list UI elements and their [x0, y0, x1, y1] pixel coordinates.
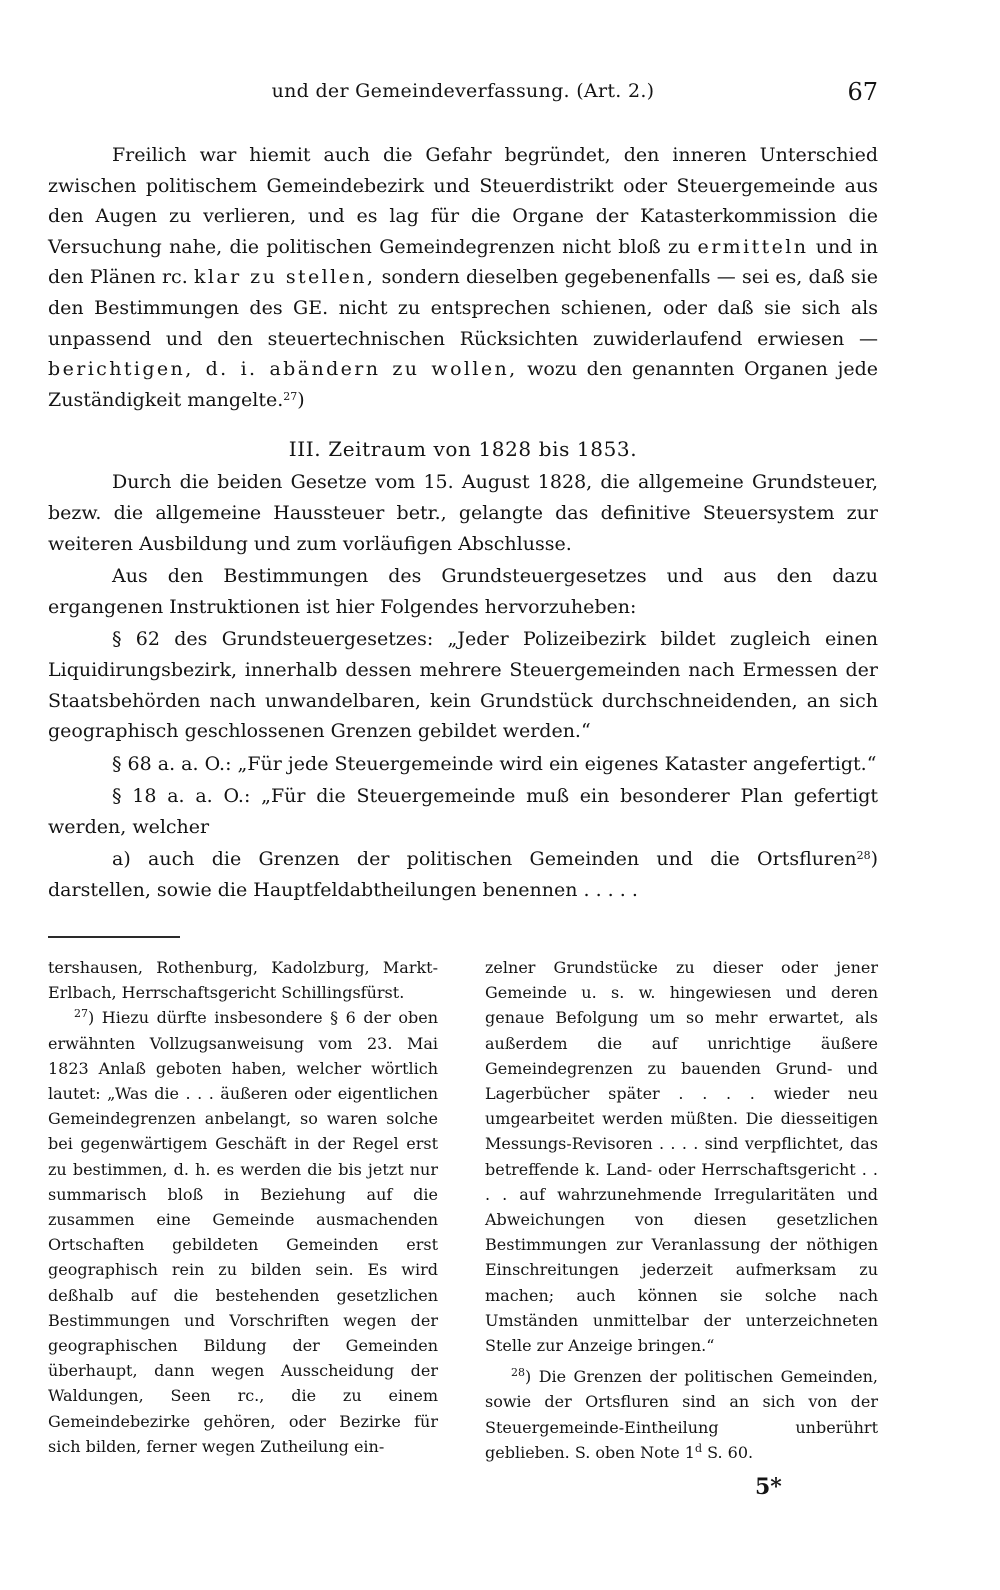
- paragraph-2: Durch die beiden Gesetze vom 15. August 1828, die allgemeine Grundsteuer, bezw. die allgemeine Haussteuer betr., gelangte das definitive Steuersystem zur weiteren Ausbildung und zum vorläufigen Abschlusse.: [48, 471, 878, 555]
- paragraph-1-text-a: Freilich war hiemit auch die Gefahr begründet, den inneren Unterschied zwischen politischem Gemeindebezirk und Steuerdistrikt oder Steuergemeinde aus den Augen zu verlieren, und es lag für die Organe der Katasterkommission die Versuchung nahe, die politischen Gemeindegrenzen nicht bloß zu: [48, 144, 878, 258]
- section-heading: III. Zeitraum von 1828 bis 1853.: [288, 437, 638, 462]
- footnote-27: [48, 1005, 438, 1459]
- footnote-28-text-b: S. 60.: [701, 1442, 754, 1462]
- footnote-27-mark: 27: [74, 1007, 88, 1021]
- paragraph-1: [48, 140, 878, 415]
- page-header: [48, 80, 878, 114]
- paragraph-6: § 18 a. a. O.: „Für die Steuergemeinde muß ein besonderer Plan gefertigt werden, welcher: [48, 785, 878, 838]
- footnote-28-text-a: ) Die Grenzen der politischen Gemeinden, sowie der Ortsfluren sind an sich von der Steuergemeinde-Eintheilung unberührt geblieben. S. oben Note 1: [485, 1367, 878, 1462]
- running-title: und der Gemeindeverfassung. (Art. 2.): [271, 80, 655, 102]
- paragraph-4: § 62 des Grundsteuergesetzes: „Jeder Polizeibezirk bildet zugleich einen Liquidirungsbezirk, innerhalb dessen mehrere Steuergemeinden nach Ermessen der Staatsbehörden nach unwandelbaren, kein Grundstück durchschneidenden, an sich geographisch geschlossenen Grenzen gebildet werden.“: [48, 628, 878, 743]
- spaced-term-klar: klar zu stellen,: [193, 266, 376, 289]
- signature-mark: 5*: [755, 1474, 782, 1500]
- footnote-28-mark: 28: [511, 1366, 525, 1380]
- footnote-27-text: ) Hiezu dürfte insbesondere § 6 der oben erwähnten Vollzugsanweisung vom 23. Mai 1823 Anlaß geboten haben, welcher wörtlich lautet: „Was die . . . äußeren oder eigentlichen Gemeindegrenzen anbelangt, so waren solche bei gegenwärtigem Geschäft in der Regel erst zu bestimmen, d. h. es werden die bis jetzt nur summarisch bloß in Beziehung auf die zusammen eine Gemeinde ausmachenden Ortschaften gebildeten Gemeinden erst geographisch rein zu bilden sein. Es wird deßhalb auf die bestehenden gesetzlichen Bestimmungen und Vorschriften wegen der geographischen Bildung der Gemeinden überhaupt, dann wegen Ausscheidung der Waldungen, Seen rc., die zu einem Gemeindebezirke gehören, oder Bezirke für sich bilden, ferner wegen Zutheilung ein-: [48, 1008, 438, 1456]
- paragraph-7-text-a: a) auch die Grenzen der politischen Gemeinden und die Ortsfluren: [112, 848, 857, 871]
- spaced-term-ermitteln: ermitteln: [697, 235, 809, 258]
- page-number: 67: [847, 78, 878, 106]
- footnote-column-left: [48, 955, 438, 1459]
- paragraph-1-text-b: und in den Plänen rc.: [48, 235, 878, 289]
- main-text: [48, 140, 878, 906]
- footnote-rule: [48, 936, 180, 938]
- paragraph-1-text-c: sondern dieselben gegebenenfalls — sei es, daß sie den Bestimmungen des GE. nicht zu entsprechen schienen, oder daß sie sich als unpassend und den steuertechnischen Rücksichten zuwiderlaufend erwiesen —: [48, 266, 878, 350]
- footnote-ref-27-paren: ): [297, 388, 305, 411]
- paragraph-5: § 68 a. a. O.: „Für jede Steuergemeinde wird ein eigenes Kataster angefertigt.“: [112, 752, 877, 775]
- paragraph-7: [48, 844, 878, 905]
- paragraph-7-text-b: ) darstellen, sowie die Hauptfeldabtheilungen benennen . . . . .: [48, 848, 878, 902]
- footnote-ref-27: 27: [283, 389, 298, 403]
- paragraph-1-text-d: wozu den genannten Organen jede Zuständigkeit mangelte.: [48, 358, 878, 411]
- footnote-28-sup: d: [694, 1441, 702, 1455]
- footnote-column-right: [485, 955, 878, 1465]
- paragraph-3: Aus den Bestimmungen des Grundsteuergesetzes und aus den dazu ergangenen Instruktionen ist hier Folgendes hervorzuheben:: [48, 565, 878, 618]
- footnote-continuation: tershausen, Rothenburg, Kadolzburg, Markt-Erlbach, Herrschaftsgericht Schillingsfürst.: [48, 958, 438, 1003]
- footnote-28: [485, 1364, 878, 1465]
- spaced-term-berichtigen: berichtigen, d. i. abändern zu wollen,: [48, 358, 518, 381]
- footnote-27-continuation: zelner Grundstücke zu dieser oder jener Gemeinde u. s. w. hingewiesen und deren genaue Befolgung um so mehr erwartet, als außerdem die auf unrichtige äußere Gemeindegrenzen zu bauenden Grund- und Lagerbücher später . . . . wieder neu umgearbeitet werden müßten. Die diesseitigen Messungs-Revisoren . . . . sind verpflichtet, das betreffende k. Land- oder Herrschaftsgericht . . . . auf wahrzunehmende Irregularitäten und Abweichungen von diesen gesetzlichen Bestimmungen zur Veranlassung der nöthigen Einschreitungen jederzeit aufmerksam zu machen; auch können sie solche nach Umständen unmittelbar der unterzeichneten Stelle zur Anzeige bringen.“: [485, 958, 878, 1356]
- footnote-ref-28: 28: [856, 849, 871, 863]
